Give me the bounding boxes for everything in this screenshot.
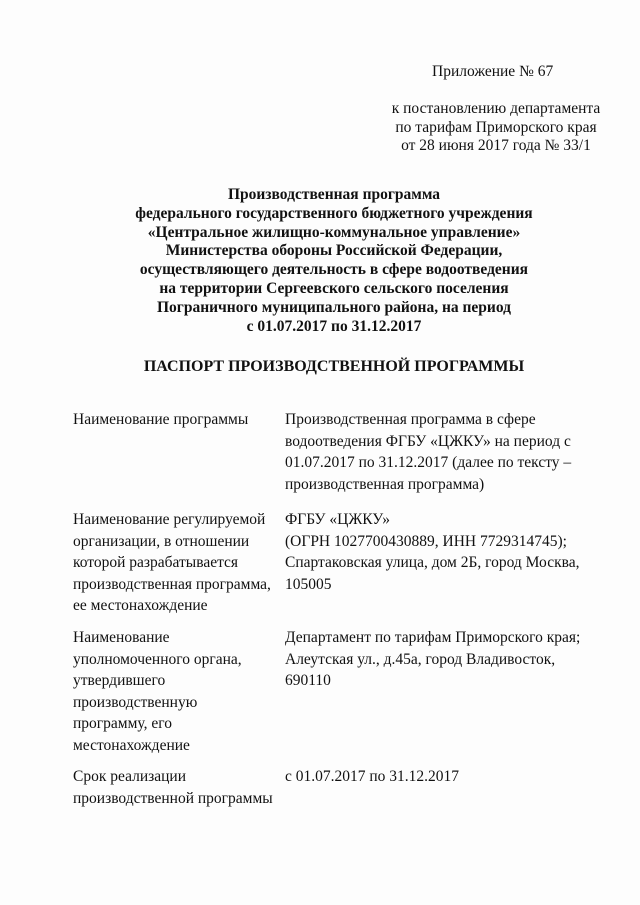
resolution-reference <box>352 100 640 156</box>
title-line: Министерства обороны Российской Федерации, <box>165 242 503 260</box>
value-line: водоотведения ФГБУ «ЦЖКУ» на период с <box>285 432 571 450</box>
value-line: ФГБУ «ЦЖКУ» <box>285 511 391 528</box>
row-label <box>73 409 279 431</box>
label-line: местонахождение <box>73 736 190 754</box>
label-line: ее местонахождение <box>73 597 208 614</box>
label-line: производственной программы <box>73 789 273 807</box>
title-line: на территории Сергеевского сельского поселения <box>159 279 509 297</box>
row-label <box>73 766 279 809</box>
value-line: Спартаковская улица, дом 2Б, город Москва, <box>285 554 580 571</box>
row-value <box>285 409 615 495</box>
label-line: утвердившего <box>73 672 166 689</box>
title-line: Пограничного муниципального района, на период <box>156 298 512 316</box>
label-line: Наименование <box>73 629 170 646</box>
value-line: Департамент по тарифам Приморского края; <box>285 629 581 646</box>
title-line: «Центральное жилищно-коммунальное управление» <box>147 223 521 241</box>
row-value <box>285 509 615 595</box>
row-value <box>285 627 615 692</box>
value-line: Производственная программа в сфере <box>285 411 536 428</box>
label-line: Наименование программы <box>73 411 249 428</box>
value-line: 105005 <box>285 575 332 593</box>
label-line: организации, в отношении <box>73 532 250 550</box>
title-line: федерального государственного бюджетного учреждения <box>135 204 533 222</box>
row-label <box>73 627 279 756</box>
appendix-number: Приложение № 67 <box>432 63 554 80</box>
row-label <box>73 509 279 617</box>
passport-heading: ПАСПОРТ ПРОИЗВОДСТВЕННОЙ ПРОГРАММЫ <box>143 358 525 375</box>
title-line: с 01.07.2017 по 31.12.2017 <box>246 317 422 335</box>
title-line: Производственная программа <box>227 186 441 203</box>
value-line: 690110 <box>285 672 331 689</box>
value-line: производственная программа) <box>285 475 485 493</box>
reference-line: по тарифам Приморского края <box>395 118 597 136</box>
label-line: уполномоченного органа, <box>73 650 242 668</box>
value-line: 01.07.2017 по 31.12.2017 (далее по тексту – <box>285 454 572 471</box>
label-line: производственную <box>73 693 198 711</box>
value-line: (ОГРН 1027700430889, ИНН 7729314745); <box>285 532 567 550</box>
reference-line: от 28 июня 2017 года № 33/1 <box>401 137 591 154</box>
program-title <box>40 186 628 336</box>
label-line: производственная программа, <box>73 575 271 593</box>
value-line: Алеутская ул., д.45а, город Владивосток, <box>285 650 556 668</box>
label-line: которой разрабатывается <box>73 554 239 571</box>
label-line: программу, его <box>73 715 172 732</box>
label-line: Наименование регулируемой <box>73 511 266 528</box>
title-line: осуществляющего деятельность в сфере водоотведения <box>139 261 529 279</box>
label-line: Срок реализации <box>73 768 186 785</box>
row-value <box>285 766 615 788</box>
reference-line: к постановлению департамента <box>391 100 601 117</box>
value-line: с 01.07.2017 по 31.12.2017 <box>285 768 460 785</box>
